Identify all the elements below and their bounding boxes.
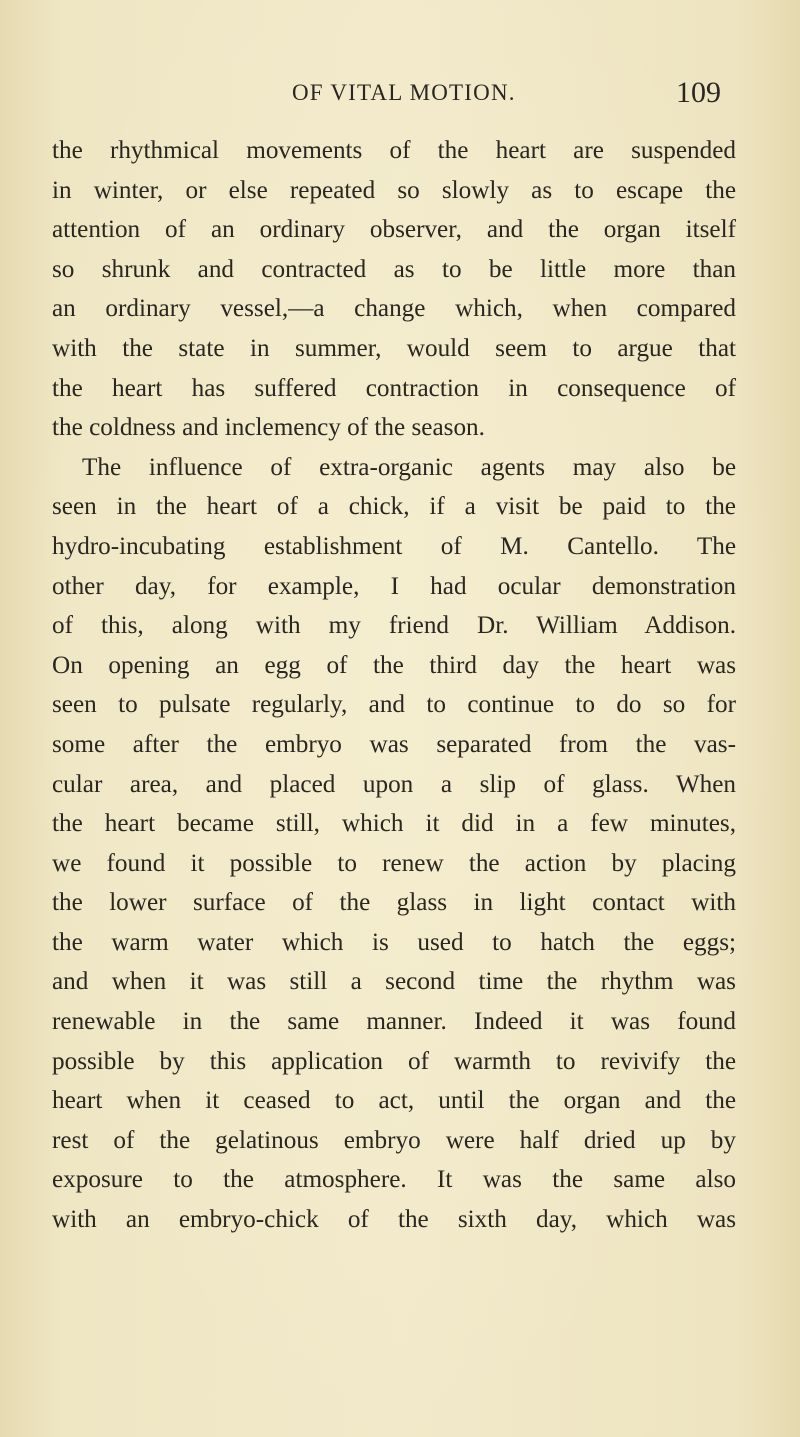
text-line: and when it was still a second time the rhythm was <box>52 968 736 996</box>
text-line: other day, for example, I had ocular demonstration <box>52 572 736 600</box>
text-line: cular area, and placed upon a slip of glass. When <box>52 770 736 798</box>
text-line: some after the embryo was separated from the vas- <box>52 730 736 758</box>
text-line: with an embryo-chick of the sixth day, which was <box>52 1206 736 1234</box>
running-head: OF VITAL MOTION. <box>292 80 516 105</box>
text-line: we found it possible to renew the action by placing <box>52 849 736 877</box>
text-line: the warm water which is used to hatch the eggs; <box>52 928 736 956</box>
text-line: with the state in summer, would seem to argue that <box>52 334 736 362</box>
text-line: the heart became still, which it did in a few minutes, <box>52 810 736 838</box>
text-line: hydro-incubating establishment of M. Cantello. The <box>52 532 736 560</box>
text-line: the lower surface of the glass in light contact with <box>52 889 736 917</box>
text-line: heart when it ceased to act, until the organ and the <box>52 1087 736 1115</box>
text-line: seen in the heart of a chick, if a visit be paid to the <box>52 493 736 521</box>
text-line: the coldness and inclemency of the season. <box>52 414 485 442</box>
text-line: so shrunk and contracted as to be little more than <box>52 255 736 283</box>
text-line: The influence of extra-organic agents may also be <box>82 453 736 481</box>
text-line: rest of the gelatinous embryo were half dried up by <box>52 1126 736 1154</box>
text-line: renewable in the same manner. Indeed it was found <box>52 1008 736 1036</box>
text-line: possible by this application of warmth to revivify the <box>52 1047 736 1075</box>
text-line: in winter, or else repeated so slowly as to escape the <box>52 176 736 204</box>
text-line: seen to pulsate regularly, and to continue to do so for <box>52 691 736 719</box>
body-text <box>52 131 736 1240</box>
text-line: an ordinary vessel,—a change which, when compared <box>52 295 736 323</box>
text-line: exposure to the atmosphere. It was the same also <box>52 1166 736 1194</box>
page-number: 109 <box>676 76 721 109</box>
text-line: attention of an ordinary observer, and the organ itself <box>52 216 736 244</box>
text-line: On opening an egg of the third day the heart was <box>52 651 736 679</box>
text-line: of this, along with my friend Dr. William Addison. <box>52 612 736 640</box>
page-header <box>0 78 800 118</box>
text-line: the heart has suffered contraction in consequence of <box>52 374 736 402</box>
text-line: the rhythmical movements of the heart are suspended <box>52 137 736 164</box>
